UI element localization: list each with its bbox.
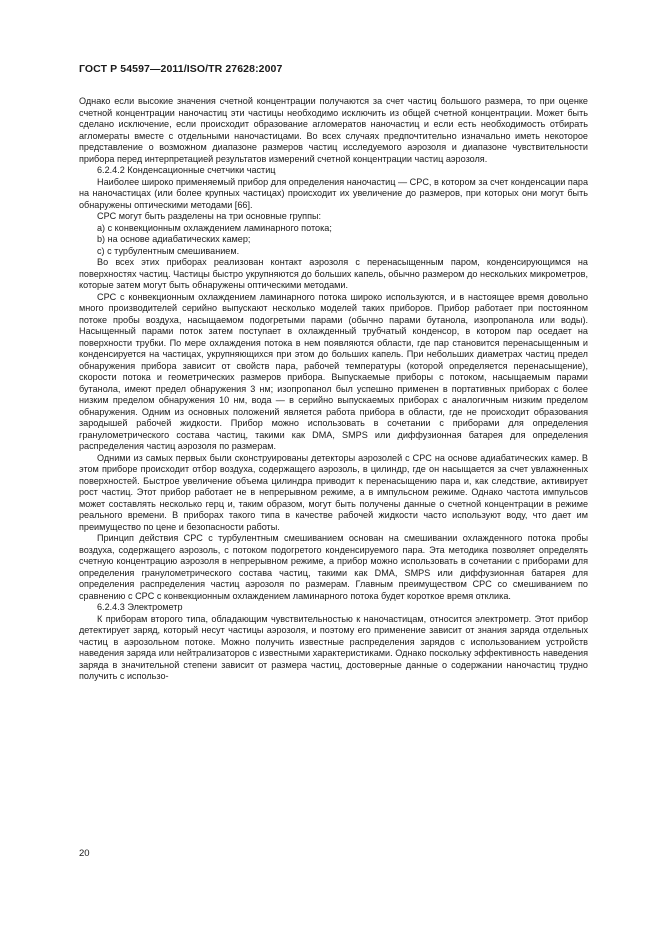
page-number: 20 bbox=[79, 848, 90, 859]
list-item: c) с турбулентным смешиванием. bbox=[97, 245, 240, 256]
paragraph: CPC могут быть разделены на три основные группы: bbox=[97, 211, 322, 221]
list-item: a) с конвекционным охлаждением ламинарного потока; bbox=[97, 222, 332, 233]
document-header: ГОСТ Р 54597—2011/ISO/TR 27628:2007 bbox=[79, 63, 283, 75]
paragraph: CPC с конвекционным охлаждением ламинарного потока широко используются, и в настоящее время довольно много производителей серийно выпускают несколько моделей таких приборов. Прибор работает при постоянном потоке пробы воздуха, насыщаемом подогретыми парами (обычно парами бутанола, изопропанола или воды). Насыщенный парами поток затем поступает в охлажденный трубчатый конденсор, в котором пар оседает на поверхности трубки. По мере охлаждения потока в нем появляются области, где пар становится перенасыщенным и конденсируется на частицах, укрупняющихся при этом до больших капель. При небольших диаметрах частиц предел обнаружения прибора зависит от свойств пара, рабочей температуры (которой определяется перенасыщение), скорости потока и геометрических размеров прибора. Выпускаемые приборы с потоком, насыщаемым парами бутанола, имеют предел обнаружения 3 нм; изопропанол был успешно применен в портативных приборах с более низким пределом обнаружения 10 нм, вода — в серийно выпускаемых приборах с аналогичным низким пределом обнаружения. Одним из основных положений является работа прибора в области, где не происходит образования зародышей рабочей жидкости. Прибор можно использовать в сочетании с приборами для определения гранулометрического состава частиц, такими как DMA, SMPS или диффузионная батарея для определения распределения частиц аэрозоля по размерам. bbox=[79, 291, 588, 451]
paragraph: Одними из самых первых были сконструированы детекторы аэрозолей с CPC на основе адиабатических камер. В этом приборе происходит отбор воздуха, содержащего аэрозоль, в цилиндр, где он насыщается за счет увлажненных поверхностей. Быстрое увеличение объема цилиндра приводит к перенасыщению пара и, как следствие, активирует рост частиц. Этот прибор работает не в непрерывном режиме, а в импульсном режиме. Однако частота импульсов может составлять несколько герц и, таким образом, могут быть получены данные о счетной концентрации в режиме реального времени. В приборах такого типа в качестве рабочей жидкости часто используют воду, что дает им преимущество по цене и безопасности работы. bbox=[79, 452, 588, 532]
paragraph: Наиболее широко применяемый прибор для определения наночастиц — CPC, в котором за счет конденсации пара на наночастицах (или более крупных частицах) происходит их увеличение до размеров, при которых они могут быть обнаружены оптическими методами [66]. bbox=[79, 176, 588, 210]
section-heading: 6.2.4.3 Электрометр bbox=[97, 602, 183, 612]
list-item: b) на основе адиабатических камер; bbox=[97, 234, 251, 244]
paragraph: К приборам второго типа, обладающим чувствительностью к наночастицам, относится электрометр. Этот прибор детектирует заряд, который несут частицы аэрозоля, и поэтому его применение зависит от знания заряда отдельных частиц в аэрозольном потоке. Можно получить известные распределения зарядов с использованием устройств наведения заряда или нейтрализаторов с известными характеристиками. Однако поскольку эффективность наведения заряда в значительной степени зависит от размера частиц, достоверные данные о содержании наночастиц трудно получить с использо- bbox=[79, 613, 588, 681]
paragraph: Однако если высокие значения счетной концентрации получаются за счет частиц большого размера, то при оценке счетной концентрации наночастиц эти частицы необходимо исключить из общей счетной концентрации. Может быть сделано исключение, если происходит образование агломератов наночастиц и если есть необходимость отбирать агломераты вместе с отдельными наночастицами. Во всех случаях предпочтительно изначально иметь некоторое представление о возможном диапазоне размеров частиц исследуемого аэрозоля и диапазоне чувствительности прибора перед интерпретацией результатов измерений счетной концентрации частиц аэрозоля. bbox=[79, 96, 588, 164]
document-body bbox=[79, 96, 588, 683]
section-heading: 6.2.4.2 Конденсационные счетчики частиц bbox=[97, 165, 276, 175]
paragraph: Принцип действия CPC с турбулентным смешиванием основан на смешивании охлажденного потока пробы воздуха, содержащего аэрозоль, с потоком подогретого конденсируемого пара. Эта методика позволяет определять счетную концентрацию аэрозоля в непрерывном режиме, а прибор можно использовать в сочетании с приборами для определения гранулометрического состава частиц, такими как DMA, SMPS или диффузионная батарея для определения распределения частиц аэрозоля по размерам. Главным преимуществом CPC со смешиванием по сравнению с CPC с конвекционным охлаждением ламинарного потока будет короткое время отклика. bbox=[79, 533, 588, 601]
paragraph: Во всех этих приборах реализован контакт аэрозоля с перенасыщенным паром, конденсирующимся на поверхностях частиц. Частицы быстро укрупняются до больших капель, обычно размером до нескольких микрометров, которые затем могут быть обнаружены оптическими методами. bbox=[79, 257, 588, 290]
